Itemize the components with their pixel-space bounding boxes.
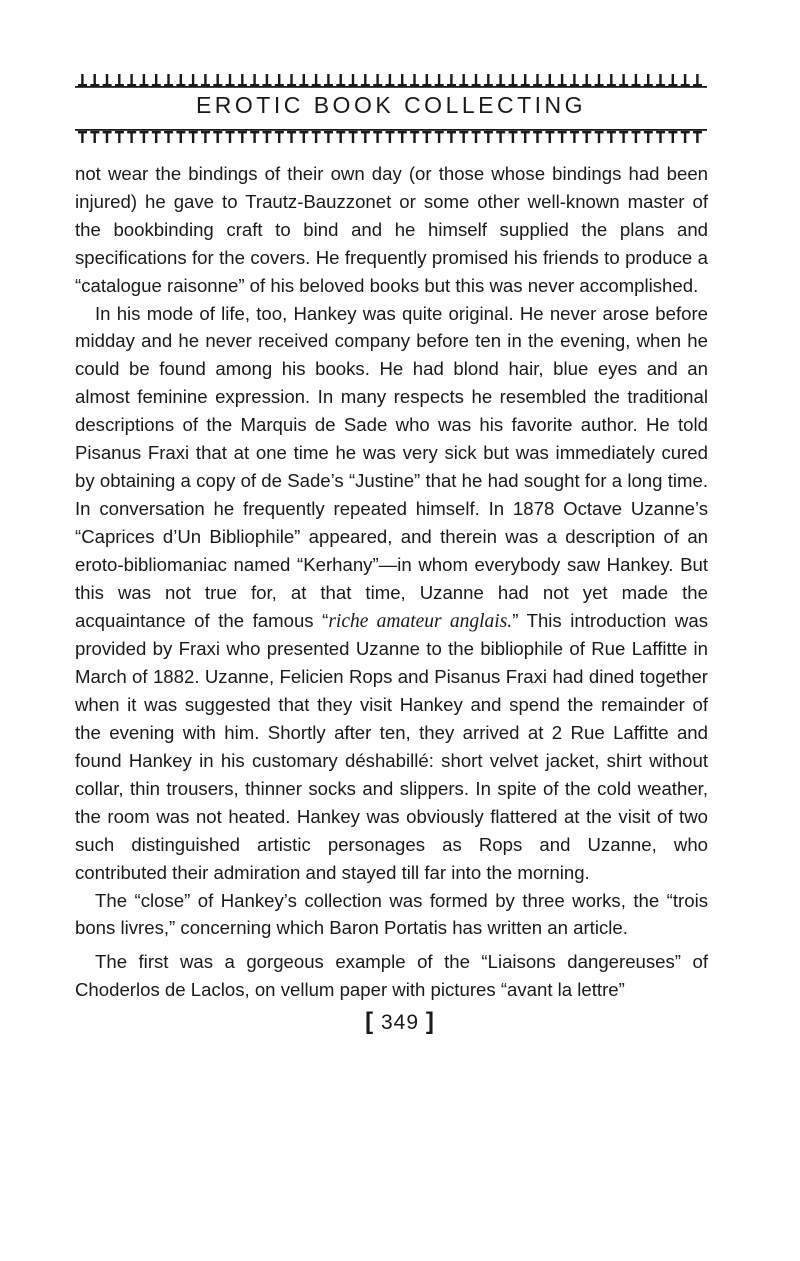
bottom-ornament-rule	[75, 129, 707, 145]
ornament-mark	[373, 74, 382, 86]
ornament-mark	[398, 131, 407, 143]
ornament-mark	[410, 74, 419, 86]
ornament-mark	[693, 131, 702, 143]
ornament-mark	[472, 74, 481, 86]
paragraph-2-text-after: ” This introduction was provided by Fraxi who presented Uzanne to the bibliophile of Rue Laffitte in March of 1882. Uzanne, Felicien Rops and Pisanus Fraxi had dined together when it was suggested that they visit Hankey and spend the remainder of the evening with him. Shortly after ten, they arrived at 2 Rue Laffitte and found Hankey in his customary déshabillé: short velvet jacket, shirt without collar, thin trousers, thinner socks and slippers. In spite of the cold weather, the room was not heated. Hankey was obviously flattered at the visit of two such distinguished artistic personages as Rops and Uzanne, who contributed their admiration and stayed till far into the morning.	[75, 609, 708, 883]
ornament-mark	[681, 74, 690, 86]
ornament-mark	[152, 74, 161, 86]
ornament-mark	[472, 131, 481, 143]
paragraph-1	[75, 160, 708, 300]
ornament-mark	[373, 131, 382, 143]
folio-left-bracket: [	[365, 1008, 375, 1035]
ornament-mark	[189, 131, 198, 143]
ornament-mark	[176, 131, 185, 143]
ornament-mark	[152, 131, 161, 143]
ornament-mark	[619, 74, 628, 86]
ornament-mark	[263, 131, 272, 143]
ornament-mark	[103, 131, 112, 143]
ornament-mark	[595, 131, 604, 143]
page-number	[0, 1008, 800, 1036]
ornament-mark	[582, 131, 591, 143]
ornament-mark	[103, 74, 112, 86]
ornament-mark	[656, 131, 665, 143]
ornament-mark	[324, 74, 333, 86]
ornament-mark	[127, 74, 136, 86]
ornament-mark	[238, 131, 247, 143]
ornament-mark	[176, 74, 185, 86]
ornament-mark	[164, 74, 173, 86]
ornament-mark	[275, 131, 284, 143]
ornament-mark	[496, 74, 505, 86]
ornament-mark	[668, 74, 677, 86]
paragraph-1-text: not wear the bindings of their own day (or those whose bindings had been injured) he gave to Trautz-Bauzzonet or some other well-known master of the bookbinding craft to bind and he himself supplied the plans and specifications for the covers. He frequently promised his friends to produce a “catalogue raisonne” of his beloved books but this was never accomplished.	[75, 163, 708, 296]
ornament-mark	[435, 131, 444, 143]
ornament-mark	[410, 131, 419, 143]
ornament-mark	[299, 131, 308, 143]
ornament-mark	[619, 131, 628, 143]
ornament-mark	[90, 74, 99, 86]
ornament-mark	[644, 131, 653, 143]
ornament-mark	[324, 131, 333, 143]
ornament-mark	[336, 131, 345, 143]
ornament-mark	[656, 74, 665, 86]
ornament-mark	[226, 74, 235, 86]
ornament-mark	[349, 74, 358, 86]
ornament-mark	[533, 74, 542, 86]
ornament-mark	[533, 131, 542, 143]
ornament-mark	[435, 74, 444, 86]
ornament-mark	[398, 74, 407, 86]
ornament-mark	[312, 131, 321, 143]
running-head: EROTIC BOOK COLLECTING	[195, 92, 587, 118]
ornament-mark	[484, 131, 493, 143]
ornament-mark	[422, 74, 431, 86]
ornament-mark	[570, 131, 579, 143]
paragraph-4-text: The first was a gorgeous example of the “Liaisons dangereuses” of Choderlos de Laclos, on vellum paper with pictures “avant la lettre”	[75, 951, 708, 1001]
ornament-mark	[681, 131, 690, 143]
ornament-mark	[140, 74, 149, 86]
ornament-mark	[558, 74, 567, 86]
ornament-mark	[459, 131, 468, 143]
ornament-baseline	[75, 86, 707, 88]
ornament-mark	[275, 74, 284, 86]
paragraph-2-text-before: In his mode of life, too, Hankey was quite original. He never arose before midday and he never received company before ten in the evening, when he could be found among his books. He had blond hair, blue eyes and an almost feminine expression. In many respects he resembled the traditional descriptions of the Marquis de Sade who was his favorite author. He told Pisanus Fraxi that at one time he was very sick but was immediately cured by obtaining a copy of de Sade’s “Justine” that he had sought for a long time. In conversation he frequently repeated himself. In 1878 Octave Uzanne’s “Caprices d’Un Bibliophile” appeared, and therein was a description of an eroto-bibliomaniac named “Kerhany”—in whom everybody saw Hankey. But this was not true for, at that time, Uzanne had not yet made the acquaintance of the famous “	[75, 302, 708, 631]
ornament-mark	[521, 74, 530, 86]
ornament-mark	[213, 131, 222, 143]
ornament-mark	[213, 74, 222, 86]
ornament-mark	[459, 74, 468, 86]
ornament-mark	[140, 131, 149, 143]
ornament-mark	[238, 74, 247, 86]
ornament-mark	[78, 131, 87, 143]
ornament-mark	[201, 74, 210, 86]
body-text	[75, 160, 708, 1004]
paragraph-3-text: The “close” of Hankey’s collection was formed by three works, the “trois bons livres,” concerning which Baron Portatis has written an article.	[75, 889, 708, 939]
ornament-mark	[250, 74, 259, 86]
ornament-mark	[582, 74, 591, 86]
ornament-mark	[349, 131, 358, 143]
ornament-mark	[632, 131, 641, 143]
ornament-mark	[509, 74, 518, 86]
ornament-mark	[90, 131, 99, 143]
ornament-mark	[263, 74, 272, 86]
ornament-mark	[386, 131, 395, 143]
ornament-mark	[644, 74, 653, 86]
ornament-mark	[115, 131, 124, 143]
ornament-mark	[447, 74, 456, 86]
ornament-mark	[299, 74, 308, 86]
top-ornament-rule	[75, 72, 707, 88]
ornament-mark	[693, 74, 702, 86]
ornament-mark	[558, 131, 567, 143]
ornament-mark	[607, 74, 616, 86]
ornament-mark	[509, 131, 518, 143]
ornament-mark	[127, 131, 136, 143]
ornament-mark	[607, 131, 616, 143]
ornament-mark	[336, 74, 345, 86]
ornament-mark	[545, 74, 554, 86]
ornament-mark	[668, 131, 677, 143]
folio-number: 349	[380, 1011, 420, 1034]
ornament-mark	[595, 74, 604, 86]
ornament-mark	[78, 74, 87, 86]
paragraph-3	[75, 887, 708, 943]
ornament-mark	[521, 131, 530, 143]
ornament-mark	[545, 131, 554, 143]
ornament-mark	[422, 131, 431, 143]
ornament-mark	[201, 131, 210, 143]
ornament-mark	[496, 131, 505, 143]
ornament-mark	[632, 74, 641, 86]
ornament-mark	[115, 74, 124, 86]
ornament-mark	[287, 74, 296, 86]
ornament-mark	[287, 131, 296, 143]
ornament-baseline	[75, 129, 707, 131]
ornament-mark	[250, 131, 259, 143]
paragraph-4	[75, 948, 708, 1004]
ornament-mark	[312, 74, 321, 86]
paragraph-2	[75, 300, 708, 887]
ornament-mark	[484, 74, 493, 86]
ornament-mark	[226, 131, 235, 143]
ornament-mark	[189, 74, 198, 86]
ornament-mark	[447, 131, 456, 143]
ornament-mark	[386, 74, 395, 86]
ornament-mark	[570, 74, 579, 86]
ornament-mark	[164, 131, 173, 143]
folio-right-bracket: ]	[425, 1008, 435, 1035]
paragraph-2-italic: riche amateur anglais.	[328, 610, 513, 632]
ornament-mark	[361, 74, 370, 86]
ornament-mark	[361, 131, 370, 143]
